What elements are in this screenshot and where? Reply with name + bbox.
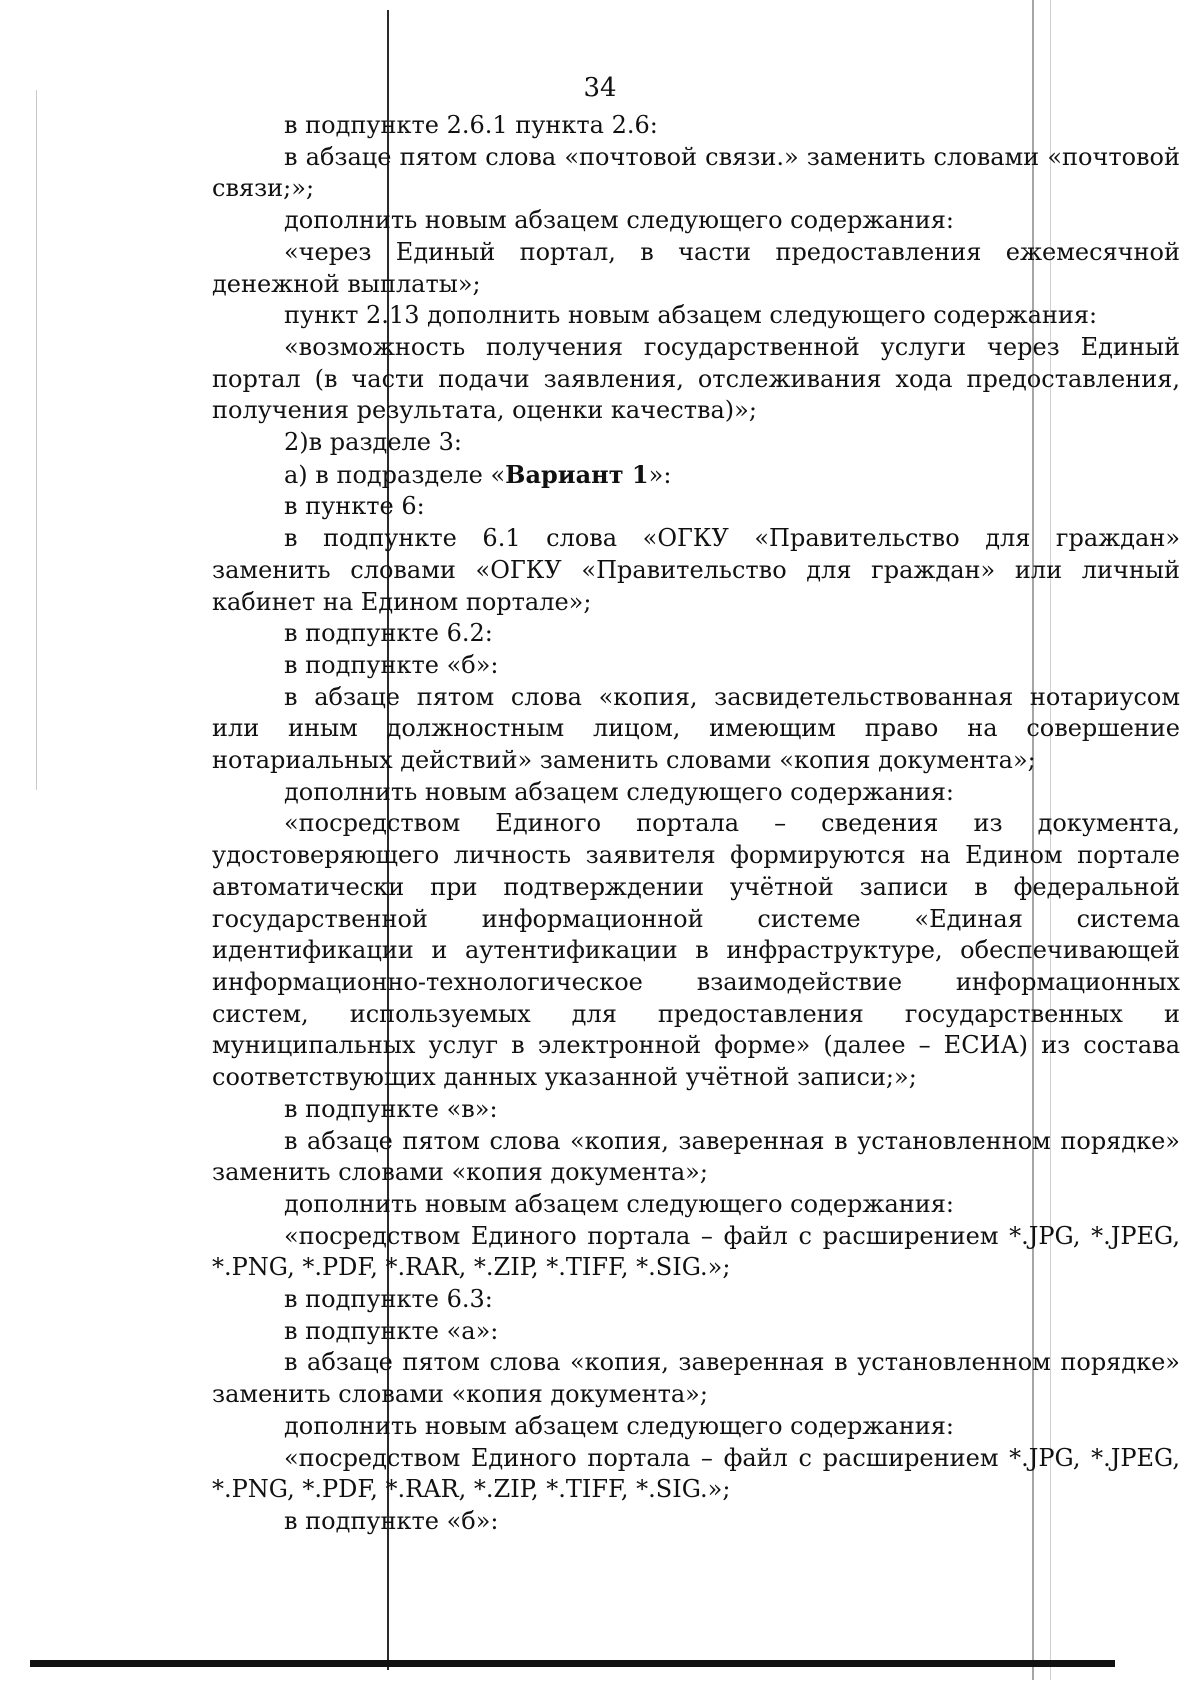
paragraph: в подпункте 6.3: <box>284 1285 493 1314</box>
scan-artifact-left-edge <box>36 90 37 790</box>
paragraph: «посредством Единого портала – файл с расширением *.JPG, *.JPEG, *.PNG, *.PDF, *.RAR, *.ZIP, *.TIFF, *.SIG.»; <box>212 1221 1180 1282</box>
paragraph: дополнить новым абзацем следующего содержания: <box>284 1189 955 1218</box>
paragraph-suffix: »: <box>648 460 672 489</box>
paragraph: «возможность получения государственной услуги через Единый портал (в части подачи заявления, отслеживания хода предоставления, получения результата, оценки качества)»; <box>212 332 1180 425</box>
paragraph: в подпункте 6.2: <box>284 619 493 648</box>
paragraph: в абзаце пятом слова «копия, заверенная в установленном порядке» заменить словами «копия документа»; <box>212 1126 1180 1187</box>
paragraph: пункт 2.13 дополнить новым абзацем следующего содержания: <box>284 301 1098 330</box>
page-number: 34 <box>583 73 617 103</box>
scan-artifact-bottom-bar <box>30 1660 1115 1667</box>
paragraph: в абзаце пятом слова «копия, засвидетельствованная нотариусом или иным должностным лицом, имеющим право на совершение нотариальных действий» заменить словами «копия документа»; <box>212 682 1180 775</box>
paragraph: дополнить новым абзацем следующего содержания: <box>284 777 955 806</box>
paragraph: в подпункте «а»: <box>284 1316 499 1345</box>
paragraph: в подпункте 6.1 слова «ОГКУ «Правительство для граждан» заменить словами «ОГКУ «Правительство для граждан» или личный кабинет на Едином портале»; <box>212 524 1180 616</box>
paragraph: 2)в разделе 3: <box>284 428 462 457</box>
paragraph: в пункте 6: <box>284 492 425 521</box>
paragraph: в подпункте «б»: <box>284 1506 499 1535</box>
paragraph-subsection-heading <box>212 459 1180 492</box>
paragraph: дополнить новым абзацем следующего содержания: <box>284 206 955 235</box>
document-body <box>212 110 1180 1538</box>
variant-title: Вариант 1 <box>505 459 649 489</box>
paragraph: в абзаце пятом слова «почтовой связи.» заменить словами «почтовой связи;»; <box>212 142 1180 203</box>
paragraph-prefix: а) в подразделе « <box>284 460 506 489</box>
paragraph: в подпункте 2.6.1 пункта 2.6: <box>284 111 658 139</box>
paragraph: «посредством Единого портала – файл с расширением *.JPG, *.JPEG, *.PNG, *.PDF, *.RAR, *.ZIP, *.TIFF, *.SIG.»; <box>212 1443 1180 1504</box>
paragraph: в подпункте «в»: <box>284 1094 498 1123</box>
paragraph: в подпункте «б»: <box>284 650 499 679</box>
paragraph: «через Единый портал, в части предоставления ежемесячной денежной выплаты»; <box>212 237 1180 298</box>
paragraph: «посредством Единого портала – сведения из документа, удостоверяющего личность заявителя формируются на Едином портале автоматически при подтверждении учётной записи в федеральной государственной информационной системе «Единая система идентификации и аутентификации в инфраструктуре, обеспечивающей информационно-технологическое взаимодействие информационных систем, используемых для предоставления государственных и муниципальных услуг в электронной форме» (далее – ЕСИА) из состава соответствующих данных указанной учётной записи;»; <box>212 809 1180 1092</box>
paragraph: в абзаце пятом слова «копия, заверенная в установленном порядке» заменить словами «копия документа»; <box>212 1348 1180 1409</box>
paragraph: дополнить новым абзацем следующего содержания: <box>284 1411 955 1440</box>
